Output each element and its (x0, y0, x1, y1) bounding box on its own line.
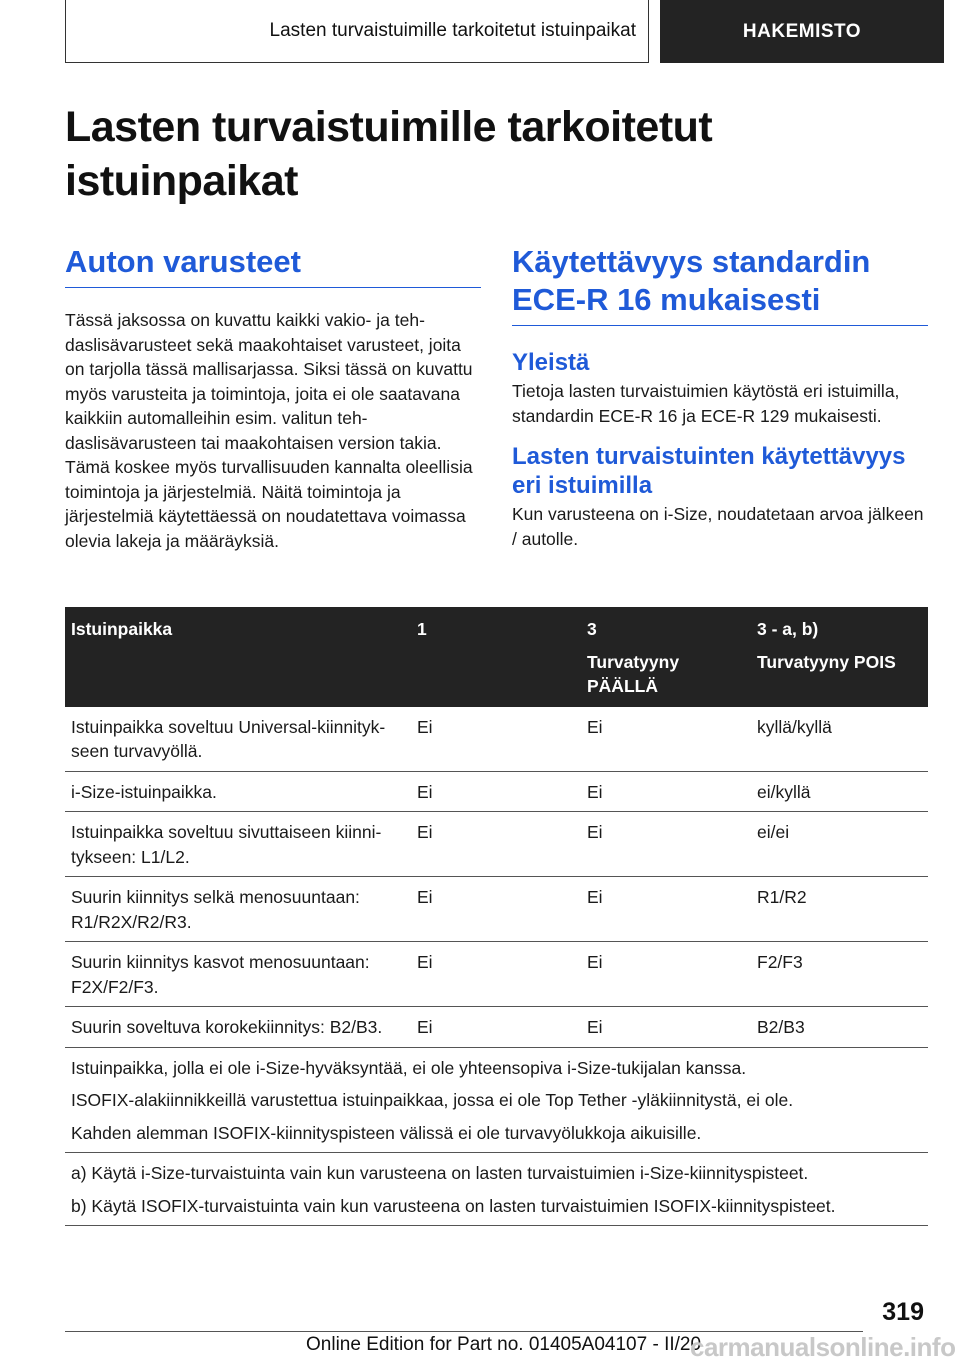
table-cell: i-Size-istuinpaikka. (65, 771, 411, 812)
general-text: Tietoja lasten turvaistuimien käytöstä eri istuimilla, standardin ECE-R 16 ja ECE-R 129 mukaisesti. (512, 381, 900, 426)
table-row (65, 812, 928, 877)
table-cell: Ei (581, 877, 751, 942)
table-cell: Ei (581, 707, 751, 772)
header-seat-3-airbag-on: 3 Turvatyyny PÄÄLLÄ (581, 607, 751, 707)
header-section-title (65, 0, 649, 63)
table-cell: kyllä/kyllä (751, 707, 928, 772)
subheading-general: Yleistä (512, 349, 590, 376)
equipment-text: Tässä jaksossa on kuvattu kaikki vakio- ja tehdaslisävarusteet sekä maakohtaiset varusteet, joita on tarjolla tässä mallisarjassa. Siksi tässä on kuvattu myös varusteita ja toimintoja, joita ei ole saatavana kaikkiin automalleihin esim. valitun tehdaslisävarusteen tai maakohtaisen version takia. Tämä koskee myös turvallisuuden kannalta oleellisia toimintoja ja järjestelmiä. Näitä toimintoja ja järjestelmiä käytettäessä on noudatettava voimassa olevia lakeja ja määräyksiä. (65, 310, 473, 551)
header-section-text: Lasten turvaistuimille tarkoitetut istuinpaikat (269, 20, 636, 41)
table-row (65, 877, 928, 942)
table-cell: ei/ei (751, 812, 928, 877)
header-seat-1: 1 (411, 607, 581, 707)
table-header-row (65, 607, 928, 707)
table-cell: Ei (411, 771, 581, 812)
table-cell: Ei (411, 877, 581, 942)
table-cell: F2/F3 (751, 942, 928, 1007)
table-cell: Istuinpaikka soveltuu sivuttaiseen kiinnitykseen: L1/L2. (65, 812, 411, 877)
table-note: ISOFIX-alakiinnikkeillä varustettua istuinpaikkaa, jossa ei ole Top Tether -yläkiinnitystä, ei ole. (71, 1090, 794, 1110)
table-note: Istuinpaikka, jolla ei ole i-Size-hyväksyntää, ei ole yhteensopiva i-Size-tukijalan kanssa. (71, 1057, 747, 1078)
table-notes-row (65, 1047, 928, 1153)
watermark: carmanualsonline.info (690, 1332, 956, 1362)
index-tab[interactable] (660, 0, 944, 63)
table-note: Kahden alemman ISOFIX-kiinnityspisteen välissä ei ole turvavyölukkoja aikuisille. (71, 1122, 702, 1143)
table-cell: Ei (411, 707, 581, 772)
table-cell: R1/R2 (751, 877, 928, 942)
heading-vehicle-equipment: Auton varusteet (65, 243, 481, 288)
table-cell: Ei (581, 771, 751, 812)
table-cell: B2/B3 (751, 1007, 928, 1048)
table-footnotes (65, 1153, 928, 1226)
table-row (65, 771, 928, 812)
right-column (512, 243, 928, 551)
footer-edition: Online Edition for Part no. 01405A04107 - II/20 (306, 1334, 702, 1355)
table-cell: ei/kyllä (751, 771, 928, 812)
left-column (65, 243, 481, 553)
table-cell: Istuinpaikka soveltuu Universal-kiinnitykseen turvavyöllä. (65, 707, 411, 772)
heading-usability-standard: Käytettävyys standardin ECE-R 16 mukaisesti (512, 243, 928, 326)
table-row (65, 1007, 928, 1048)
header-seat-3-airbag-off: 3 - a, b) Turvatyyny POIS (751, 607, 928, 707)
table-cell: Suurin kiinnitys kasvot menosuuntaan: F2X/F2/F3. (65, 942, 411, 1007)
index-tab-label: HAKEMISTO (742, 20, 862, 42)
seat-usability-table (65, 607, 928, 1226)
table-cell: Suurin soveltuva korokekiinnitys: B2/B3. (65, 1007, 411, 1048)
table-cell: Ei (581, 942, 751, 1007)
page-number: 319 (882, 1298, 924, 1326)
header-seat-position: Istuinpaikka (65, 607, 411, 707)
table-row (65, 707, 928, 772)
footnote-b: b) Käytä ISOFIX-turvaistuinta vain kun varusteena on lasten turvaistuimien ISOFIX-kiinnityspisteet. (71, 1195, 836, 1216)
table-cell: Ei (411, 942, 581, 1007)
page-title: Lasten turvaistuimille tarkoitetut istuinpaikat (65, 103, 713, 205)
table-cell: Ei (581, 1007, 751, 1048)
subheading-seat-usability: Lasten turvaistuinten käytettävyys eri istuimilla (512, 443, 906, 499)
table-cell: Suurin kiinnitys selkä menosuuntaan: R1/R2X/R2/R3. (65, 877, 411, 942)
seat-usability-text: Kun varusteena on i-Size, noudatetaan arvoa jälkeen / autolle. (512, 504, 924, 549)
table-cell: Ei (581, 812, 751, 877)
table-notes (65, 1047, 928, 1153)
table-cell: Ei (411, 1007, 581, 1048)
table-row (65, 942, 928, 1007)
table-cell: Ei (411, 812, 581, 877)
table-footnotes-row (65, 1153, 928, 1226)
footnote-a: a) Käytä i-Size-turvaistuinta vain kun varusteena on lasten turvaistuimien i-Size-kiinnityspisteet. (71, 1163, 809, 1183)
